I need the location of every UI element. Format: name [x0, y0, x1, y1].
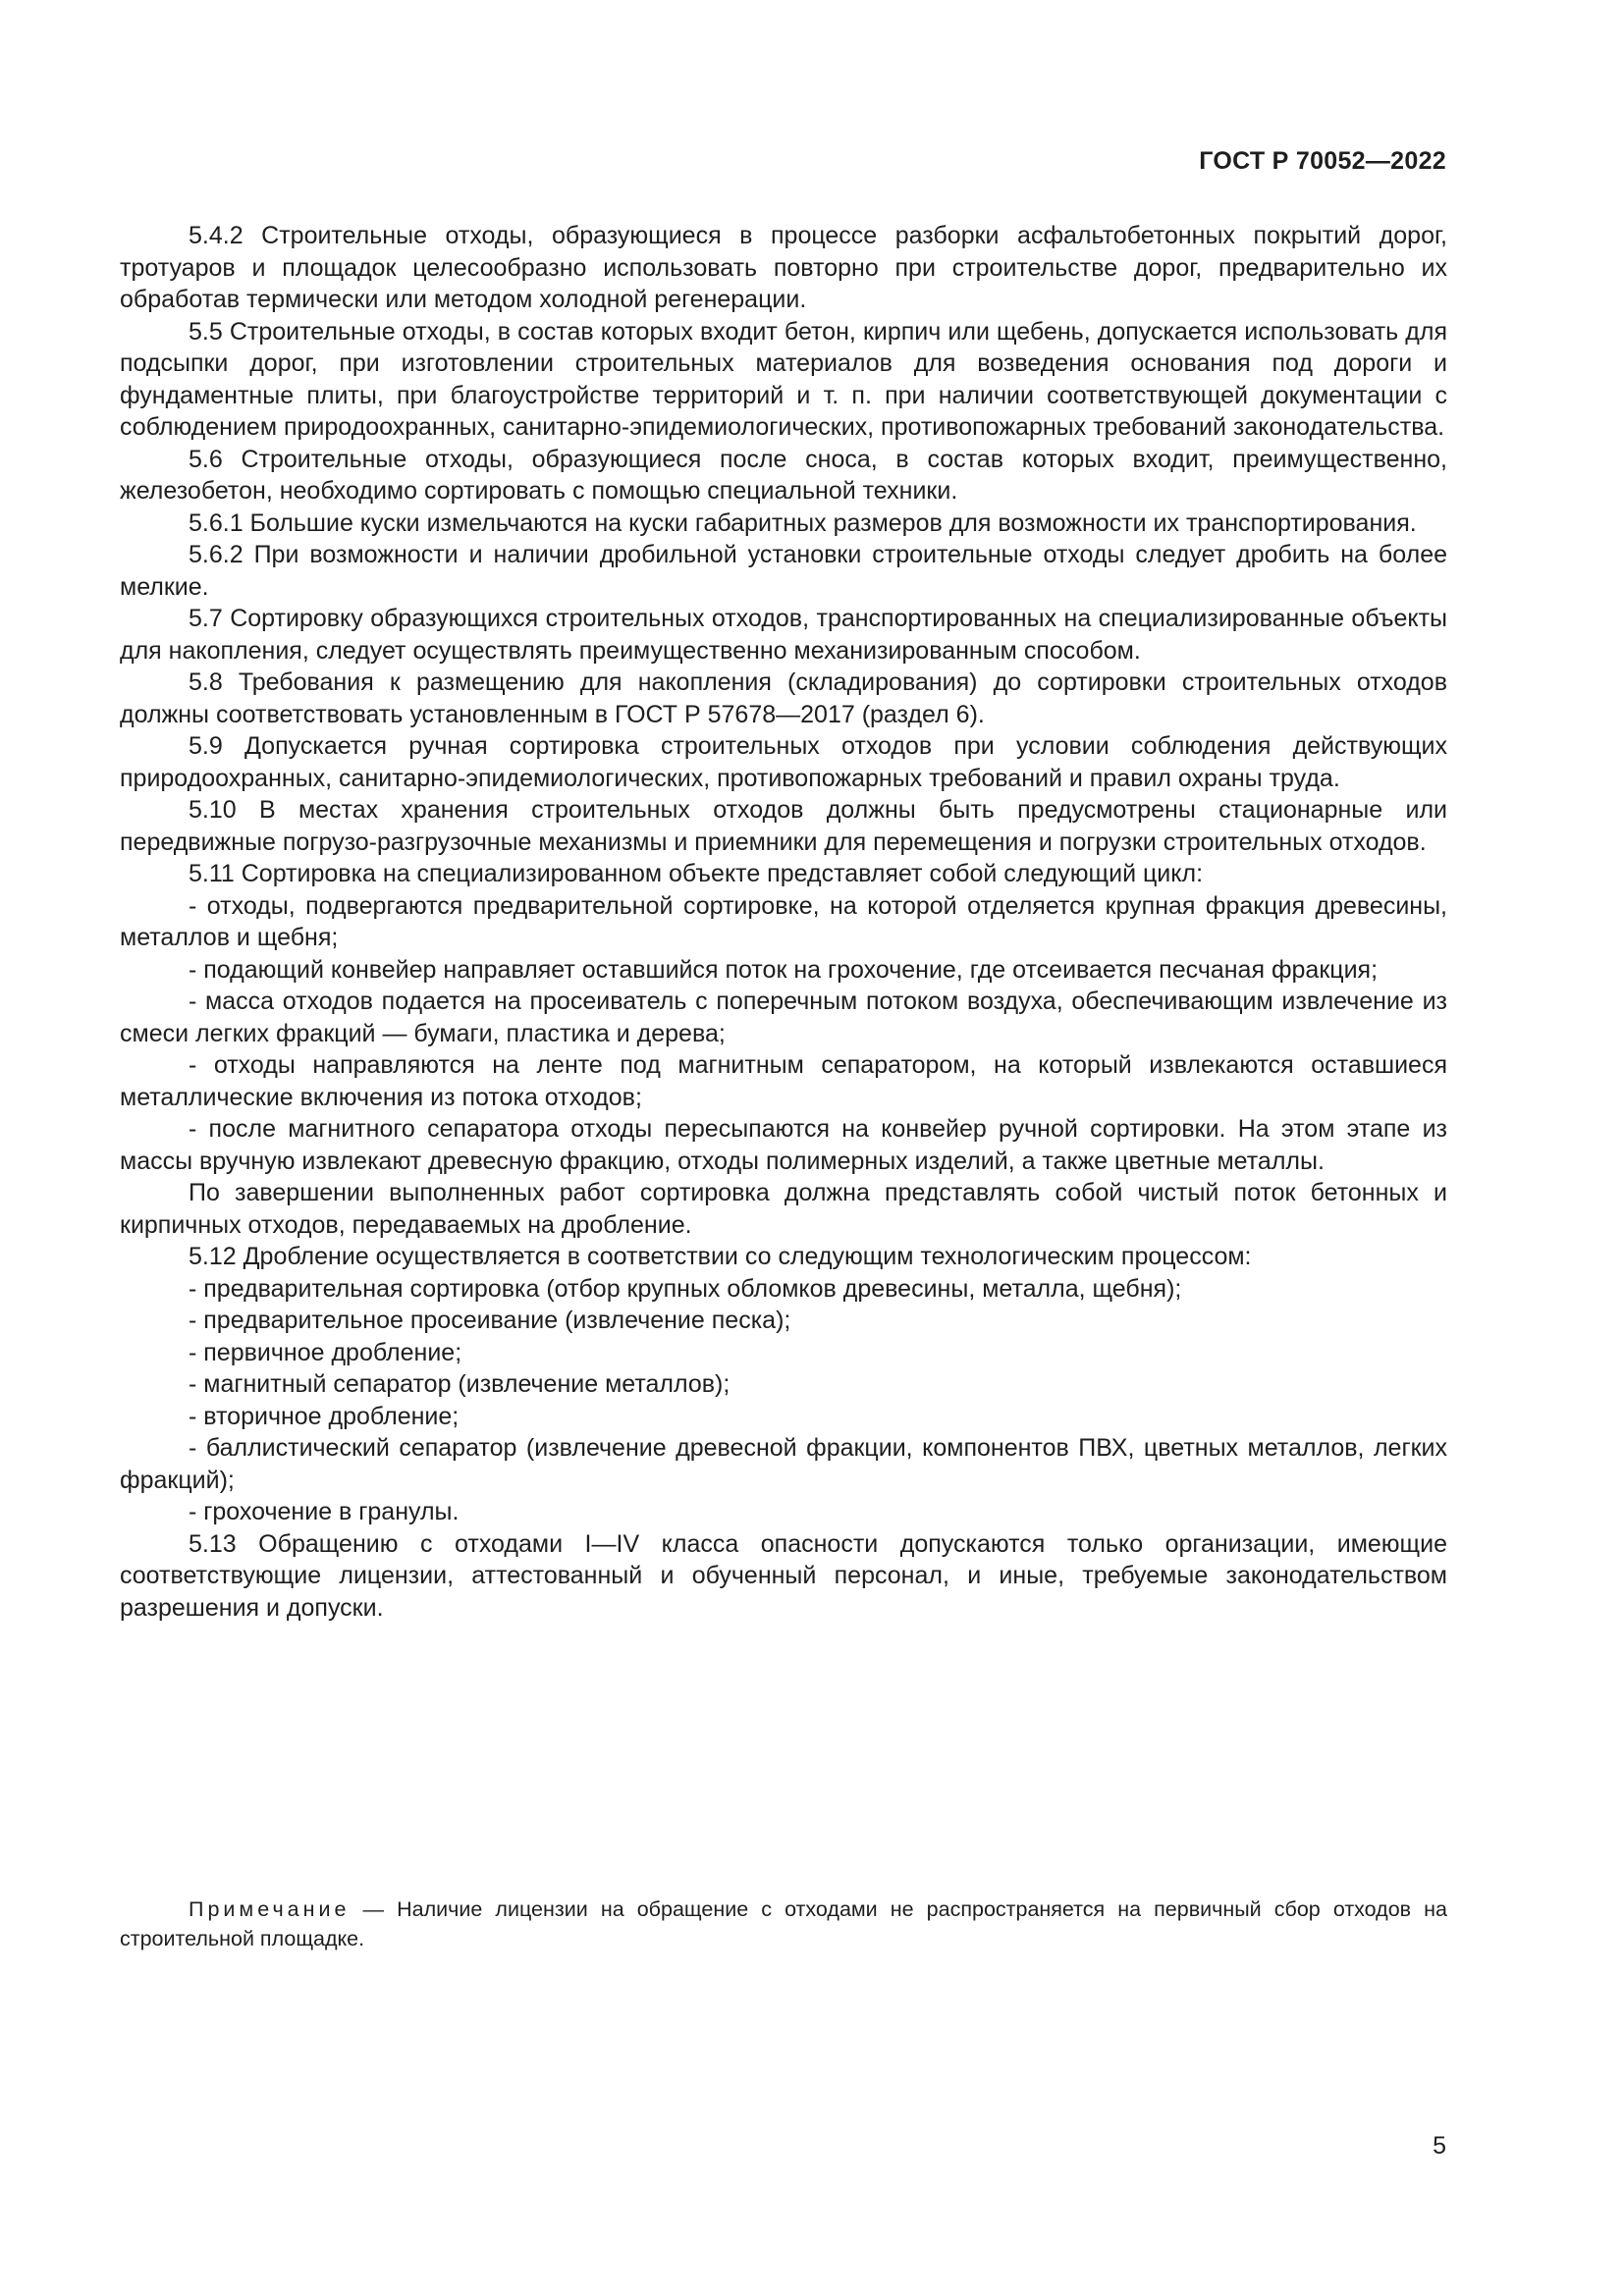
list-item: - масса отходов подается на просеиватель с поперечным потоком воздуха, обеспечивающим извлечение из смеси легких фракций — бумаги, пластика и дерева; — [120, 988, 1447, 1047]
paragraph-5-12: 5.12 Дробление осуществляется в соответствии со следующим технологическим процессом: — [189, 1243, 1252, 1270]
paragraph-5-4-2: 5.4.2 Строительные отходы, образующиеся в процессе разборки асфальтобетонных покрытий дорог, тротуаров и площадок целесообразно использовать повторно при строительстве дорог, предварительно их обработав термически или методом холодной регенерации. — [120, 222, 1447, 313]
page-number: 5 — [1433, 2132, 1446, 2160]
list-item: - магнитный сепаратор (извлечение металлов); — [189, 1370, 731, 1398]
paragraph-5-10: 5.10 В местах хранения строительных отходов должны быть предусмотрены стационарные или передвижные погрузо-разгрузочные механизмы и приемники для перемещения и погрузки строительных отходов. — [120, 796, 1447, 856]
note-text: — Наличие лицензии на обращение с отходами не распространяется на первичный сбор отходов на строительной площадке. — [120, 1897, 1447, 1950]
list-item: - предварительная сортировка (отбор крупных обломков древесины, металла, щебня); — [189, 1274, 1182, 1303]
list-item: - отходы направляются на ленте под магнитным сепаратором, на который извлекаются оставшиеся металлические включения из потока отходов; — [120, 1051, 1447, 1111]
list-item: - после магнитного сепаратора отходы пересыпаются на конвейер ручной сортировки. На этом этапе из массы вручную извлекают древесную фракцию, отходы полимерных изделий, а также цветные металлы. — [120, 1115, 1447, 1175]
paragraph-5-5: 5.5 Строительные отходы, в состав которых входит бетон, кирпич или щебень, допускается использовать для подсыпки дорог, при изготовлении строительных материалов для возведения основания под дороги и фундаментные плиты, при благоустройстве территорий и т. п. при наличии соответствующей документации с соблюдением природоохранных, санитарно-эпидемиологических, противопожарных требований законодательства. — [120, 317, 1447, 441]
paragraph-5-8: 5.8 Требования к размещению для накопления (складирования) до сортировки строительных отходов должны соответствовать установленным в ГОСТ Р 57678—2017 (раздел 6). — [120, 668, 1447, 728]
list-item: - грохочение в гранулы. — [189, 1498, 460, 1525]
list-item: - баллистический сепаратор (извлечение древесной фракции, компонентов ПВХ, цветных металлов, легких фракций); — [120, 1434, 1447, 1494]
paragraph-5-6-1: 5.6.1 Большие куски измельчаются на куски габаритных размеров для возможности их транспортирования. — [189, 508, 1417, 537]
paragraph-5-13: 5.13 Обращению с отходами I—IV класса опасности допускаются только организации, имеющие соответствующие лицензии, аттестованный и обученный персонал, и иные, требуемые законодательством разрешения и допуски. — [120, 1529, 1447, 1622]
paragraph-5-11: 5.11 Сортировка на специализированном объекте представляет собой следующий цикл: — [189, 860, 1204, 887]
list-item: - первичное дробление; — [189, 1338, 462, 1366]
list-item: - отходы, подвергаются предварительной сортировке, на которой отделяется крупная фракция древесины, металлов и щебня; — [120, 891, 1447, 951]
document-body — [120, 220, 1447, 1624]
paragraph-sorting-result: По завершении выполненных работ сортировка должна представлять собой чистый поток бетонных и кирпичных отходов, передаваемых на дробление. — [120, 1179, 1447, 1239]
paragraph-5-7: 5.7 Сортировку образующихся строительных отходов, транспортированных на специализированные объекты для накопления, следует осуществлять преимущественно механизированным способом. — [120, 605, 1447, 665]
note-label: Примечание — [189, 1897, 351, 1921]
paragraph-5-9: 5.9 Допускается ручная сортировка строительных отходов при условии соблюдения действующих природоохранных, санитарно-эпидемиологических, противопожарных требований и правил охраны труда. — [120, 732, 1447, 792]
list-item: - подающий конвейер направляет оставшийся поток на грохочение, где отсеивается песчаная фракция; — [189, 955, 1379, 984]
list-item: - вторичное дробление; — [189, 1402, 460, 1430]
paragraph-5-6-2: 5.6.2 При возможности и наличии дробильной установки строительные отходы следует дробить на более мелкие. — [120, 541, 1447, 601]
document-code: ГОСТ Р 70052—2022 — [1199, 147, 1446, 175]
list-item: - предварительное просеивание (извлечение песка); — [189, 1307, 791, 1334]
note — [120, 1895, 1447, 1953]
paragraph-5-6: 5.6 Строительные отходы, образующиеся после сноса, в состав которых входит, преимущественно, железобетон, необходимо сортировать с помощью специальной техники. — [120, 445, 1447, 505]
